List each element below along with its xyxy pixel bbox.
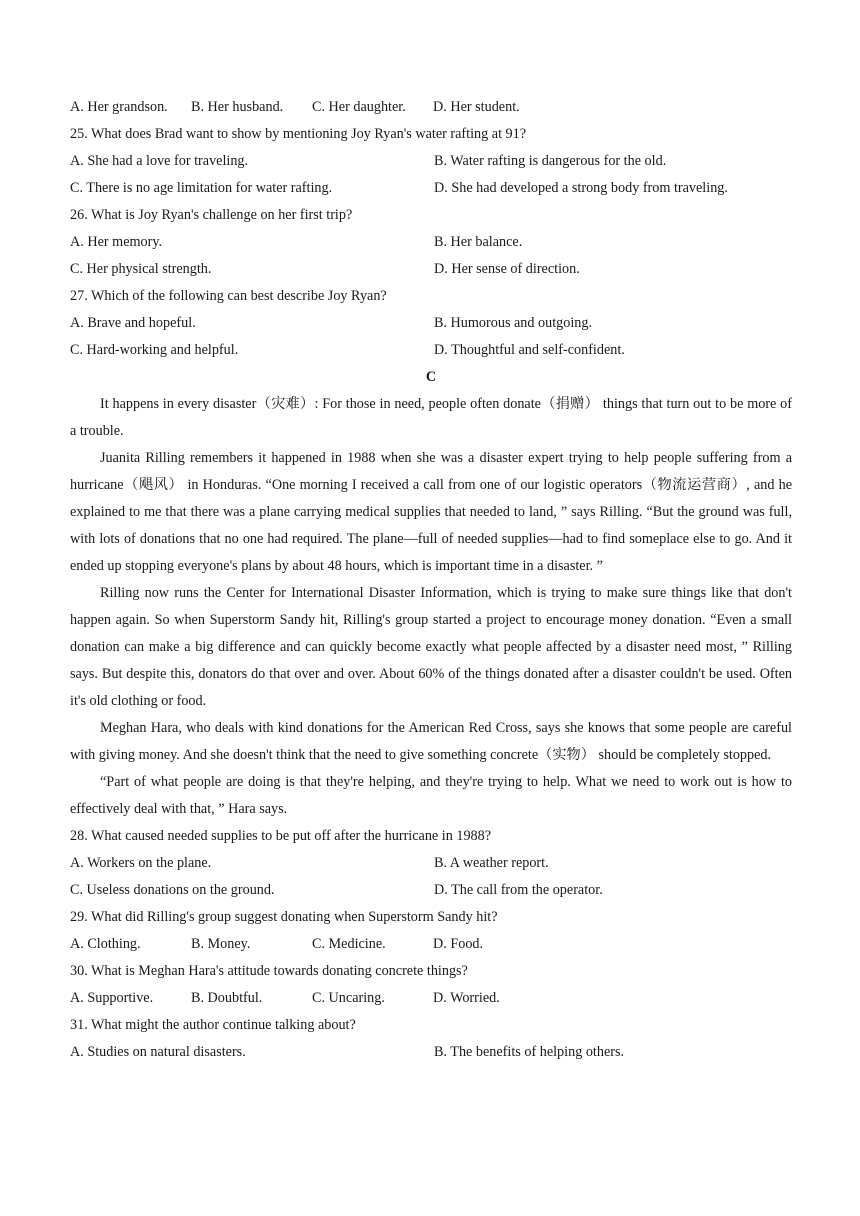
q24-option-c: C. Her daughter. — [312, 99, 406, 115]
q26-option-b: B. Her balance. — [434, 234, 523, 250]
passage-paragraph-2: Juanita Rilling remembers it happened in 1988 when she was a disaster expert trying to help people suffering from a hurricane（飓风） in Honduras. “One morning I received a call from one of our logistic operators（物流运营商）, and he explained to me that there was a plane carrying medical supplies that needed to land, ” says Rilling. “But the ground was full, with lots of donations that no one had required. The plane—full of needed supplies—had to find someplace else to go. And it ended up stopping everyone's plans by about 48 hours, which is important time in a disaster. ” — [70, 450, 792, 574]
section-c-heading: C — [425, 369, 437, 385]
q31-option-b: B. The benefits of helping others. — [434, 1044, 625, 1060]
q26-options-row2 — [70, 256, 792, 283]
q30-options — [70, 985, 792, 1012]
q28-option-d: D. The call from the operator. — [434, 882, 603, 898]
q30-question: 30. What is Meghan Hara's attitude towards donating concrete things? — [70, 963, 468, 979]
q30-option-d: D. Worried. — [433, 990, 500, 1006]
q28-option-c: C. Useless donations on the ground. — [70, 882, 275, 898]
passage-paragraph-4: Meghan Hara, who deals with kind donations for the American Red Cross, says she knows that some people are careful with giving money. And she doesn't think that the need to give something concrete（实物） should be completely stopped. — [70, 720, 792, 763]
q31-question: 31. What might the author continue talking about? — [70, 1017, 356, 1033]
q29-option-a: A. Clothing. — [70, 936, 141, 952]
q24-option-b: B. Her husband. — [191, 99, 284, 115]
q26-option-d: D. Her sense of direction. — [434, 261, 580, 277]
q28-option-a: A. Workers on the plane. — [70, 855, 212, 871]
passage-paragraph-3: Rilling now runs the Center for International Disaster Information, which is trying to make sure things like that don't happen again. So when Superstorm Sandy hit, Rilling's group started a project to encourage money donation. “Even a small donation can make a big difference and can quickly become exactly what people affected by a disaster need most, ” Rilling says. But despite this, donators do that over and over. About 60% of the things donated after a disaster couldn't be used. Often it's old clothing or food. — [70, 585, 792, 709]
q25-options-row1 — [70, 148, 792, 175]
q27-option-c: C. Hard-working and helpful. — [70, 342, 239, 358]
q24-option-a: A. Her grandson. — [70, 99, 168, 115]
q31-options-row1 — [70, 1039, 792, 1066]
q25-options-row2 — [70, 175, 792, 202]
q28-option-b: B. A weather report. — [434, 855, 549, 871]
q31-option-a: A. Studies on natural disasters. — [70, 1044, 246, 1060]
worksheet-page — [70, 94, 792, 1066]
q27-option-a: A. Brave and hopeful. — [70, 315, 196, 331]
q29-option-d: D. Food. — [433, 936, 484, 952]
q26-question: 26. What is Joy Ryan's challenge on her first trip? — [70, 207, 353, 223]
q27-option-d: D. Thoughtful and self-confident. — [434, 342, 625, 358]
q25-question: 25. What does Brad want to show by mentioning Joy Ryan's water rafting at 91? — [70, 126, 527, 142]
q29-option-c: C. Medicine. — [312, 936, 386, 952]
q30-option-a: A. Supportive. — [70, 990, 154, 1006]
q26-options-row1 — [70, 229, 792, 256]
q28-question: 28. What caused needed supplies to be put off after the hurricane in 1988? — [70, 828, 492, 844]
q29-option-b: B. Money. — [191, 936, 251, 952]
q25-option-c: C. There is no age limitation for water rafting. — [70, 180, 333, 196]
q26-option-c: C. Her physical strength. — [70, 261, 212, 277]
q27-options-row2 — [70, 337, 792, 364]
passage-paragraph-1: It happens in every disaster（灾难）: For those in need, people often donate（捐赠） things that turn out to be more of a trouble. — [70, 396, 792, 439]
q29-question: 29. What did Rilling's group suggest donating when Superstorm Sandy hit? — [70, 909, 498, 925]
q24-options — [70, 94, 792, 121]
q26-option-a: A. Her memory. — [70, 234, 163, 250]
q25-option-a: A. She had a love for traveling. — [70, 153, 249, 169]
q25-option-b: B. Water rafting is dangerous for the old. — [434, 153, 667, 169]
q28-options-row1 — [70, 850, 792, 877]
passage-paragraph-5: “Part of what people are doing is that they're helping, and they're trying to help. What we need to work out is how to effectively deal with that, ” Hara says. — [70, 774, 792, 817]
q30-option-b: B. Doubtful. — [191, 990, 263, 1006]
q24-option-d: D. Her student. — [433, 99, 520, 115]
q27-options-row1 — [70, 310, 792, 337]
q29-options — [70, 931, 792, 958]
q27-question: 27. Which of the following can best describe Joy Ryan? — [70, 288, 387, 304]
q28-options-row2 — [70, 877, 792, 904]
q27-option-b: B. Humorous and outgoing. — [434, 315, 593, 331]
q30-option-c: C. Uncaring. — [312, 990, 385, 1006]
q25-option-d: D. She had developed a strong body from traveling. — [434, 180, 728, 196]
